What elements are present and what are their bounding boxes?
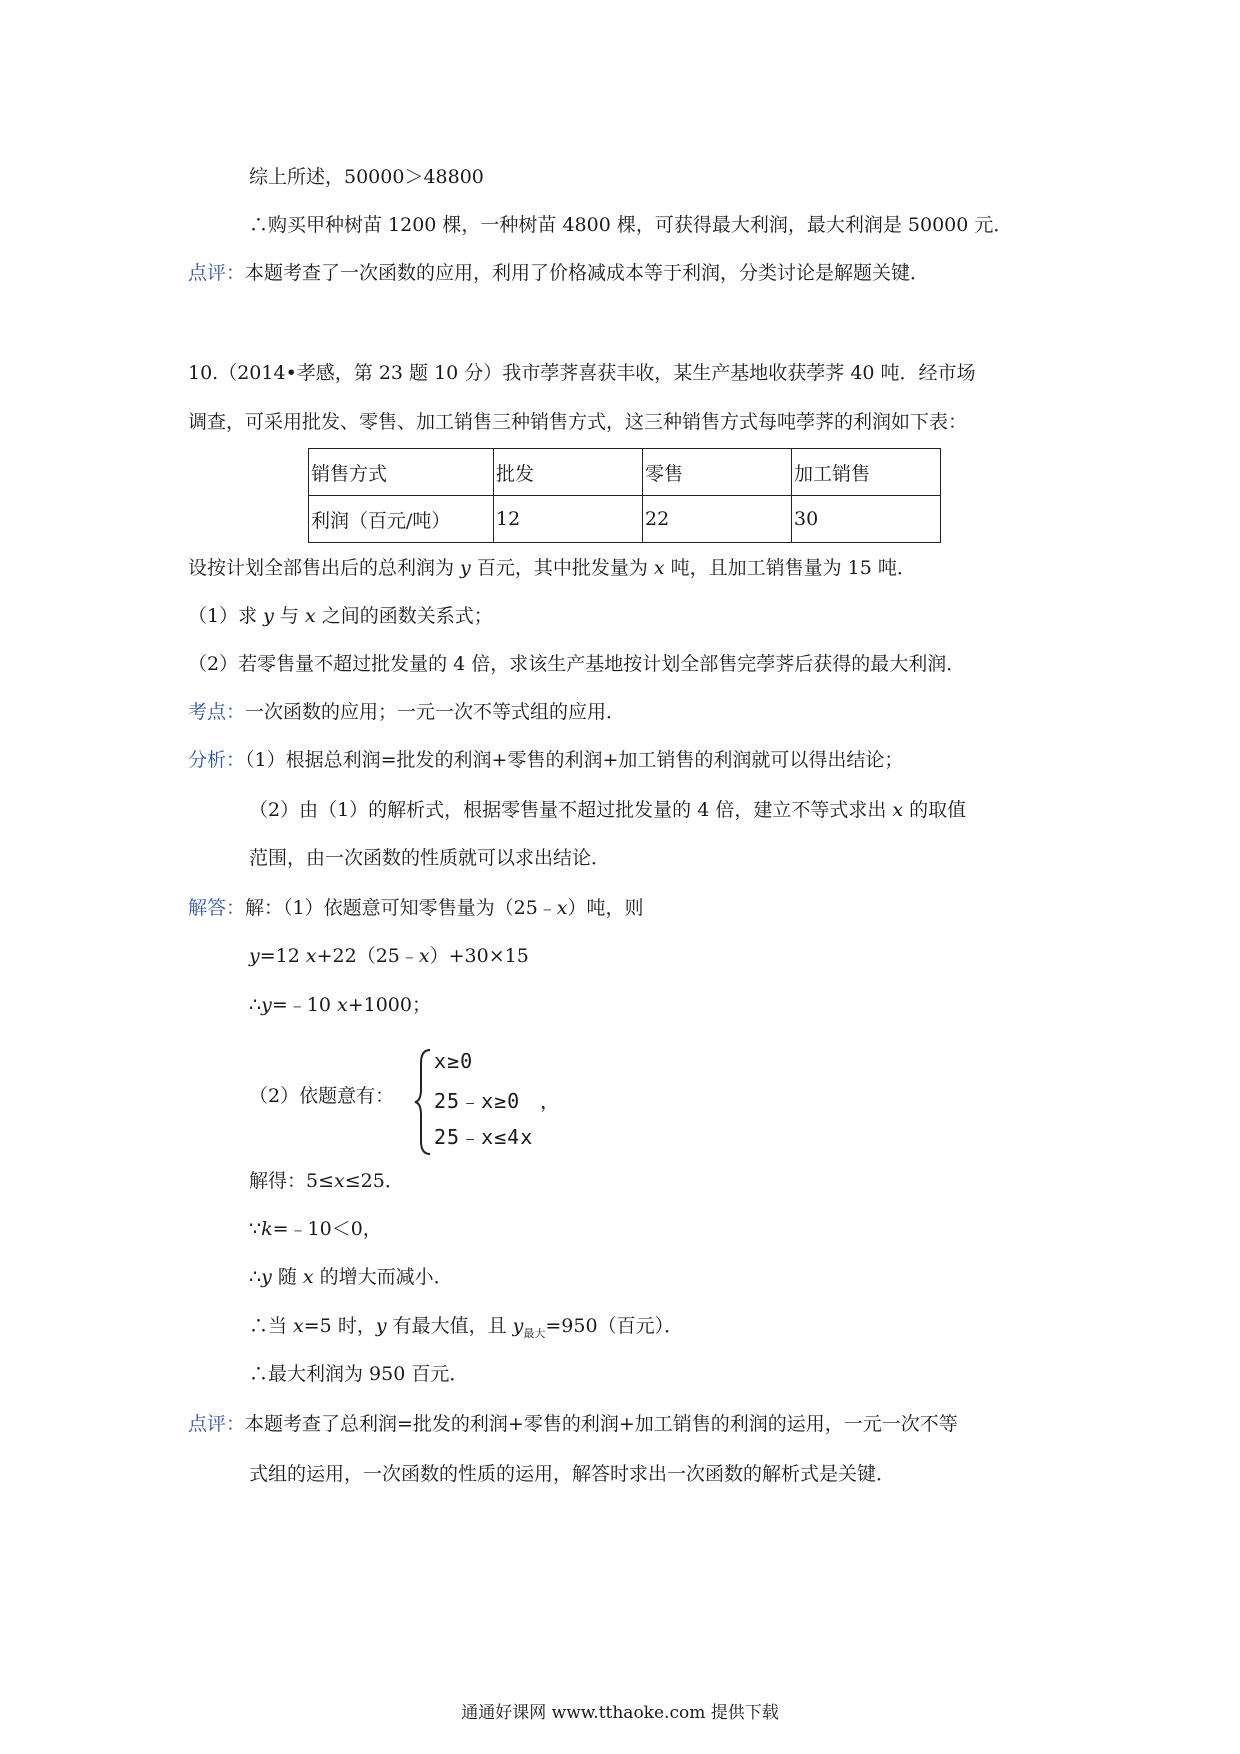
table-header-row [309, 449, 941, 496]
var-y: y [261, 994, 272, 1016]
var-y: y [249, 945, 260, 967]
text-span: 设按计划全部售出后的总利润为 [188, 557, 461, 579]
var-y: y [375, 1315, 387, 1337]
text-span: +1000； [347, 994, 431, 1016]
text-span: ∴当 [249, 1315, 294, 1337]
text-span: ∵ [249, 1218, 262, 1240]
subscript-max: 最大 [523, 1326, 546, 1340]
fenxi-text: （1）根据总利润=批发的利润+零售的利润+加工销售的利润就可以得出结论； [245, 749, 904, 771]
comment-label: 点评： [188, 262, 246, 284]
var-y: y [512, 1315, 524, 1337]
table-cell: 12 [494, 496, 643, 543]
jieda-line-1 [188, 895, 644, 921]
dianping-text: 本题考查了总利润=批发的利润+零售的利润+加工销售的利润的运用，一元一次不等 [245, 1413, 958, 1435]
jieda-line-9: ∴最大利润为 950 百元． [249, 1363, 469, 1385]
var-x: x [302, 1266, 314, 1288]
page-footer: 通通好课网 www.tthaoke.com 提供下载 [461, 1703, 779, 1723]
text-span: （2）由（1）的解析式，根据零售量不超过批发量的 4 倍，建立不等式求出 [249, 799, 893, 821]
text-span: +22（25﹣ [316, 945, 419, 967]
var-x: x [334, 1170, 345, 1192]
var-x: x [336, 994, 348, 1016]
jieda-line-3 [249, 992, 431, 1018]
var-x: x [556, 897, 568, 919]
text-span: 之间的函数关系式； [315, 605, 493, 627]
inequality-2: 25﹣x≥0 [434, 1089, 521, 1113]
text-span: 的取值 [903, 799, 967, 821]
kaodian-label: 考点： [188, 701, 246, 723]
kaodian-text: 一次函数的应用；一元一次不等式组的应用． [245, 701, 626, 723]
comment-text: 本题考查了一次函数的应用，利用了价格减成本等于利润，分类讨论是解题关键． [245, 262, 930, 284]
question-2: （2）若零售量不超过批发量的 4 倍，求该生产基地按计划全部售完荸荠后获得的最大利润． [188, 653, 966, 675]
text-span: ∴ [249, 994, 262, 1016]
jieda-line-6 [249, 1216, 382, 1242]
text-span: 随 [271, 1266, 303, 1288]
table-cell: 销售方式 [309, 449, 494, 496]
system-comma: ， [540, 1089, 561, 1113]
text-span: =950（百元）． [545, 1315, 684, 1337]
var-y: y [263, 605, 274, 627]
text-span: 解得：5≤ [249, 1170, 335, 1192]
var-x: x [293, 1315, 304, 1337]
text-span: 解：（1）依题意可知零售量为（25﹣ [245, 897, 557, 919]
summary-line: 综上所述，50000＞48800 [249, 166, 484, 188]
var-x: x [418, 945, 430, 967]
text-span: 与 [273, 605, 305, 627]
inequality-system [412, 1047, 562, 1157]
text-span: 有最大值，且 [386, 1315, 513, 1337]
jieda-line-7 [249, 1264, 453, 1290]
profit-table [308, 448, 941, 543]
table-cell: 加工销售 [792, 449, 941, 496]
table-cell: 30 [792, 496, 941, 543]
var-y: y [261, 1266, 272, 1288]
table-cell: 利润（百元/吨） [309, 496, 494, 543]
var-y: y [460, 557, 471, 579]
jieda-line-8 [249, 1313, 683, 1347]
var-x: x [305, 945, 317, 967]
dianping-label: 点评： [188, 1413, 246, 1435]
text-span: =12 [259, 945, 306, 967]
jieda-line-2 [249, 943, 529, 969]
text-span: 百元，其中批发量为 [470, 557, 654, 579]
problem-text-line: 调查，可采用批发、零售、加工销售三种销售方式，这三种销售方式每吨荸荠的利润如下表： [188, 411, 968, 433]
fenxi-line-2 [249, 797, 966, 823]
text-span: =5 时， [303, 1315, 376, 1337]
setup-line [188, 555, 916, 581]
text-span: ）+30×15 [429, 945, 529, 967]
var-x: x [304, 605, 316, 627]
text-span: 的增大而减小． [313, 1266, 453, 1288]
var-x: x [653, 557, 665, 579]
text-span: =﹣10 [271, 994, 337, 1016]
prev-comment [188, 260, 929, 286]
problem-title-line: 10.（2014•孝感，第 23 题 10 分）我市荸荠喜获丰收，某生产基地收获荸荠 40 吨．经市场 [188, 362, 976, 384]
table-row [309, 496, 941, 543]
var-k: k [261, 1218, 273, 1240]
text-span: =﹣10＜0， [272, 1218, 382, 1240]
fenxi-label: 分析： [188, 749, 246, 771]
kaodian-line [188, 699, 625, 725]
jieda-line-4: （2）依题意有： [249, 1085, 395, 1107]
question-1 [188, 603, 493, 629]
table-cell: 零售 [643, 449, 792, 496]
text-span: （1）求 [188, 605, 264, 627]
fenxi-line-3: 范围，由一次函数的性质就可以求出结论． [249, 847, 611, 869]
text-span: ∴ [249, 1266, 262, 1288]
var-x: x [892, 799, 904, 821]
text-span: 吨，且加工销售量为 15 吨． [664, 557, 916, 579]
dianping-line-1 [188, 1411, 958, 1437]
brace-icon [412, 1047, 436, 1157]
text-span: ）吨，则 [567, 897, 644, 919]
dianping-line-2: 式组的运用，一次函数的性质的运用，解答时求出一次函数的解析式是关键． [249, 1463, 896, 1485]
fenxi-line-1 [188, 747, 903, 773]
jieda-line-5 [249, 1168, 404, 1194]
table-cell: 批发 [494, 449, 643, 496]
jieda-label: 解答： [188, 897, 246, 919]
inequality-3: 25﹣x≤4x [434, 1125, 534, 1149]
conclusion-line: ∴购买甲种树苗 1200 棵，一种树苗 4800 棵，可获得最大利润，最大利润是 50000 元． [249, 214, 1013, 236]
table-cell: 22 [643, 496, 792, 543]
text-span: ≤25． [344, 1170, 404, 1192]
inequality-1: x≥0 [434, 1049, 474, 1073]
